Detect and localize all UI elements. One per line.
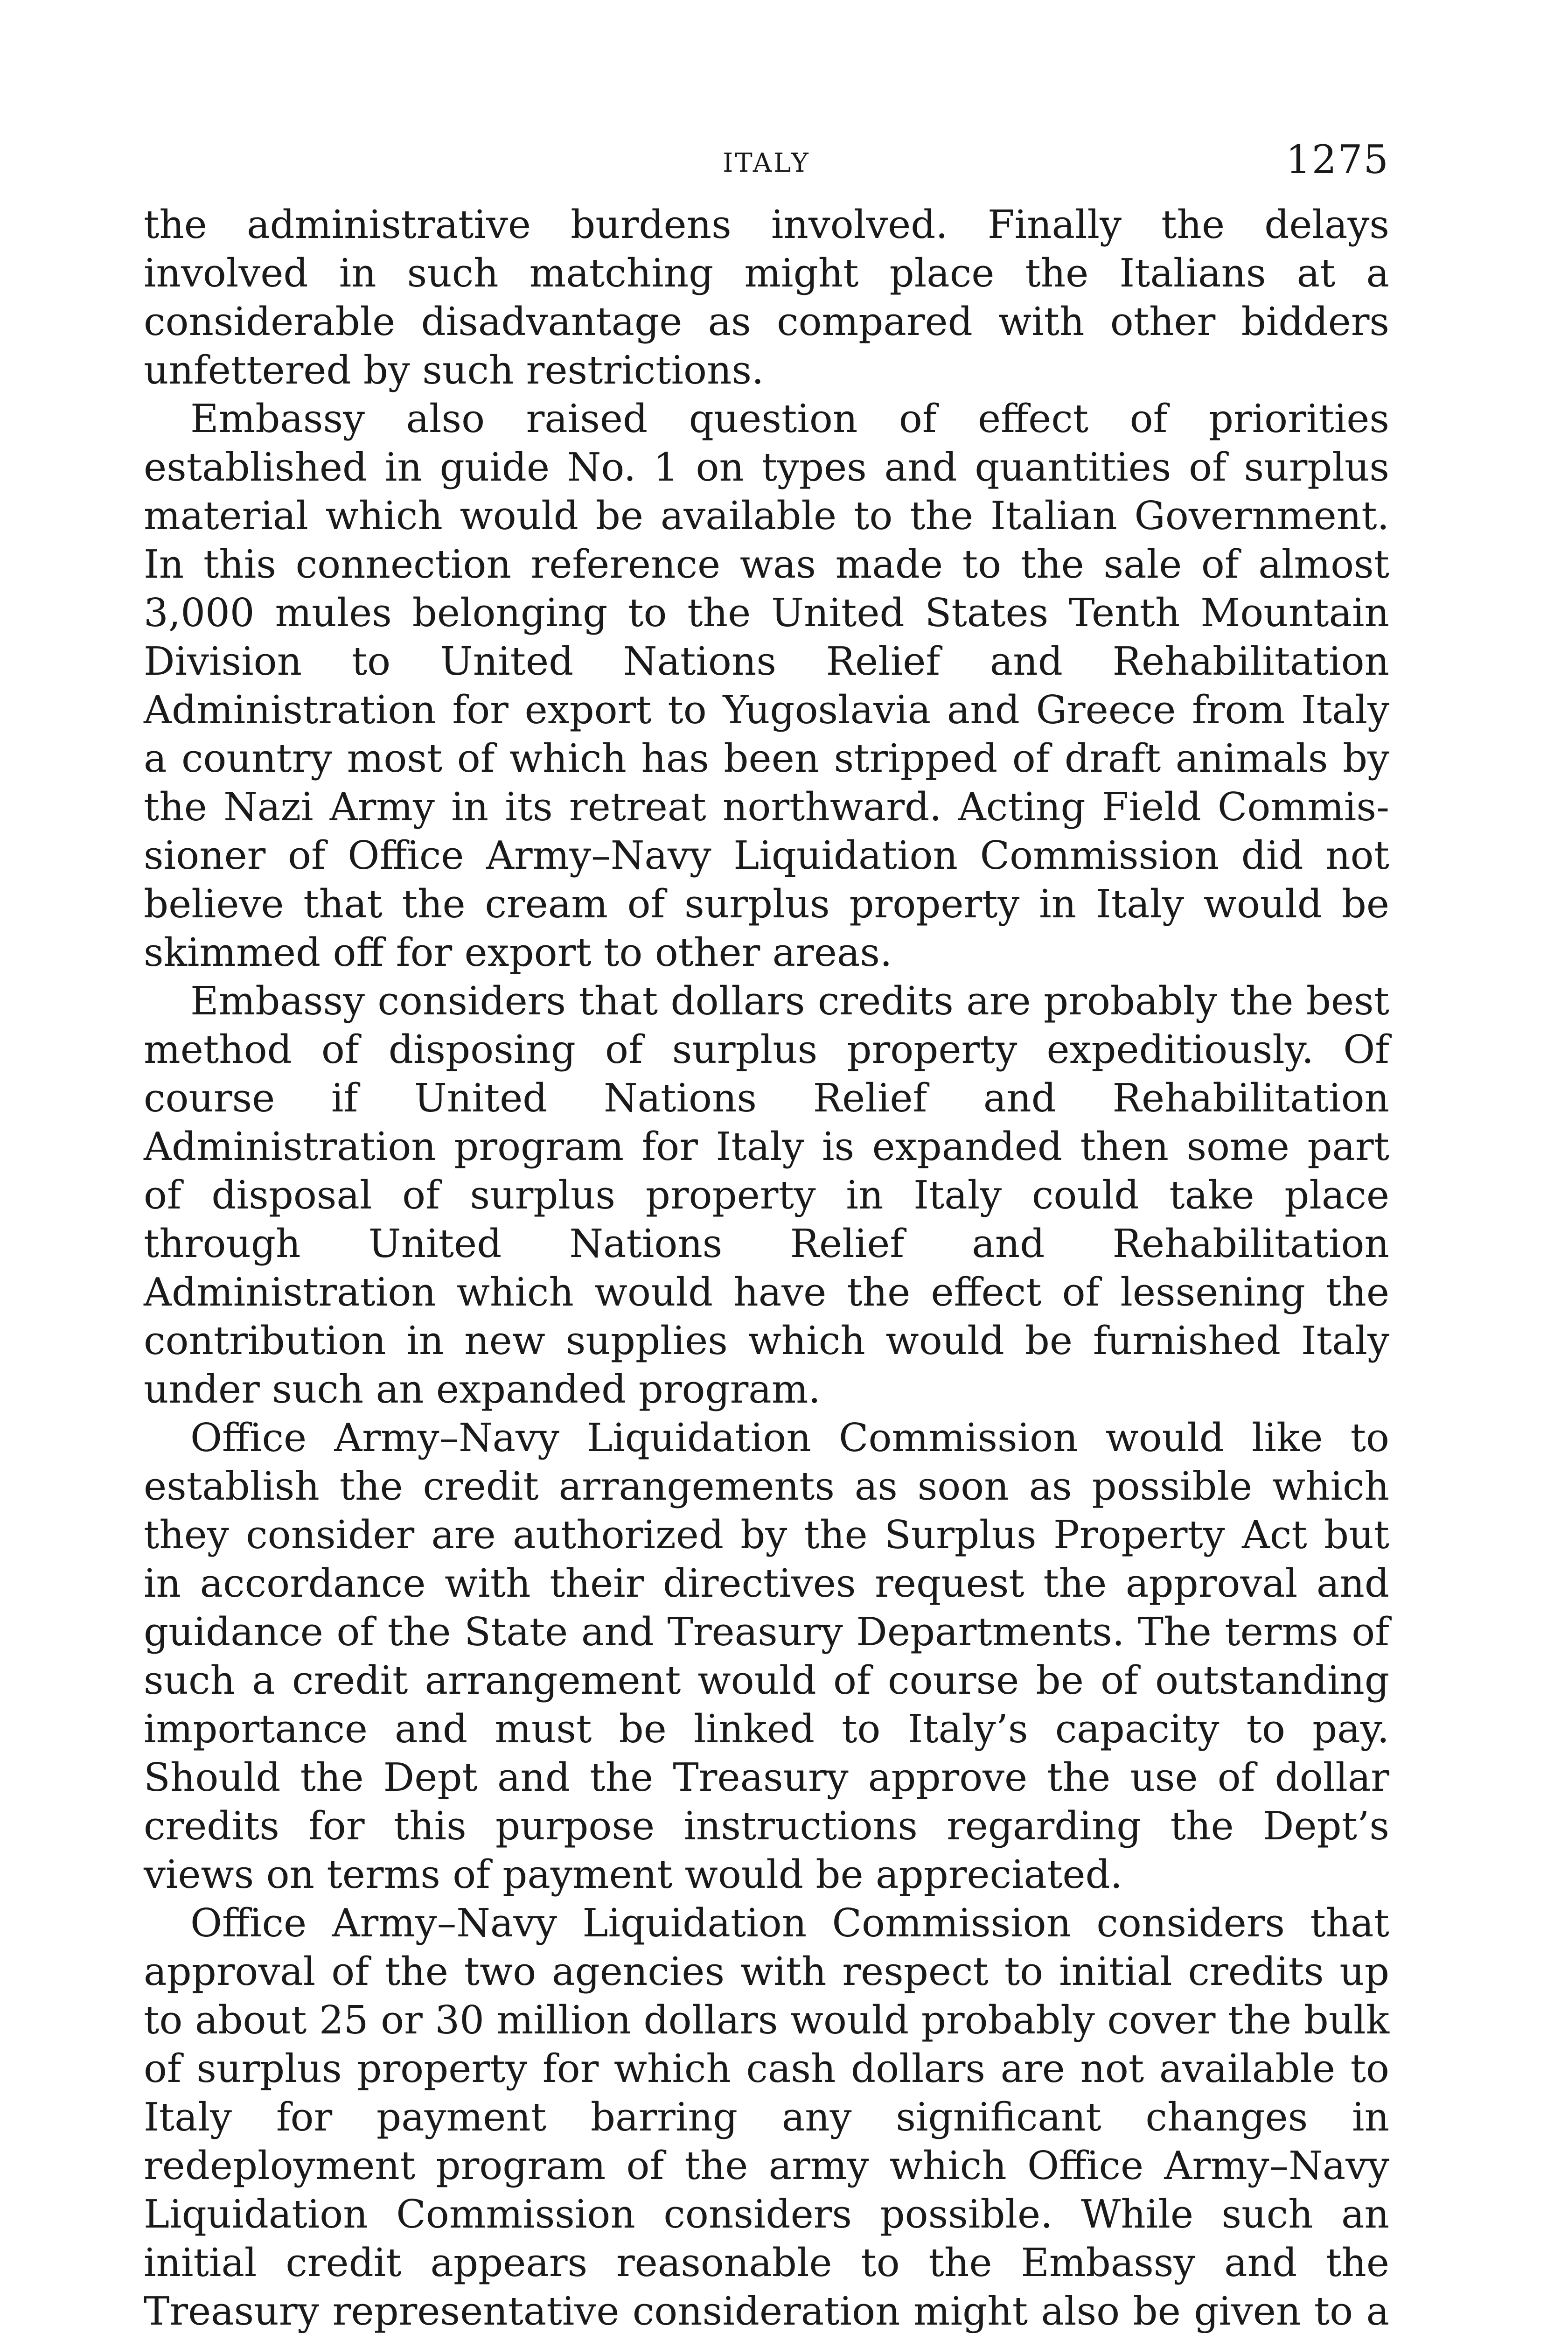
paragraph: Office Army–Navy Liquidation Commission would like to establish the credit arrangements as soon as possible which they consider are authorized by the Surplus Property Act but in accordance with their directives request the approval and guidance of the State and Treasury Departments. The terms of such a credit arrangement would of course be of outstanding importance and must be linked to Italy’s capacity to pay. Should the Dept and the Treasury approve the use of dollar credits for this purpose instructions regarding the Dept’s views on terms of payment would be appreciated. [144,1415,1389,1897]
page-header [144,137,1389,191]
paragraph-continued: the administrative burdens involved. Finally the delays involved in such matching might place the Italians at a considerable disadvantage as compared with other bidders unfettered by such restrictions. [144,202,1389,393]
paragraph: Embassy considers that dollars credits are probably the best method of disposing of surplus property expeditiously. Of course if United Nations Relief and Rehabilitation Administration program for Italy is expanded then some part of disposal of surplus property in Italy could take place through United Nations Relief and Rehabilitation Administration which would have the effect of lessening the contribution in new supplies which would be furnished Italy under such an expanded program. [144,978,1389,1412]
paragraph: Embassy also raised question of effect of priorities established in guide No. 1 on types and quantities of surplus material which would be available to the Italian Government. In this connection reference was made to the sale of almost 3,000 mules belonging to the United States Tenth Mountain Division to United Nations Relief and Rehabilitation Administration for export to Yugoslavia and Greece from Italy a country most of which has been stripped of draft animals by the Nazi Army in its retreat northward. Acting Field Commissioner of Office Army–Navy Liquidation Commission did not believe that the cream of surplus property in Italy would be skimmed off for export to other areas. [144,396,1389,975]
running-head: ITALY [723,148,810,178]
body-text [144,201,1389,2333]
paragraph: Office Army–Navy Liquidation Commission considers that approval of the two agencies with respect to initial credits up to about 25 or 30 million dollars would probably cover the bulk of surplus property for which cash dollars are not available to Italy for payment barring any significant changes in redeployment program of the army which Office Army–Navy Liquidation Commission considers possible. While such an initial credit appears reasonable to the Embassy and the Treasury representative consideration might also be given to a [144,1900,1389,2333]
page-number: 1275 [1286,137,1389,182]
